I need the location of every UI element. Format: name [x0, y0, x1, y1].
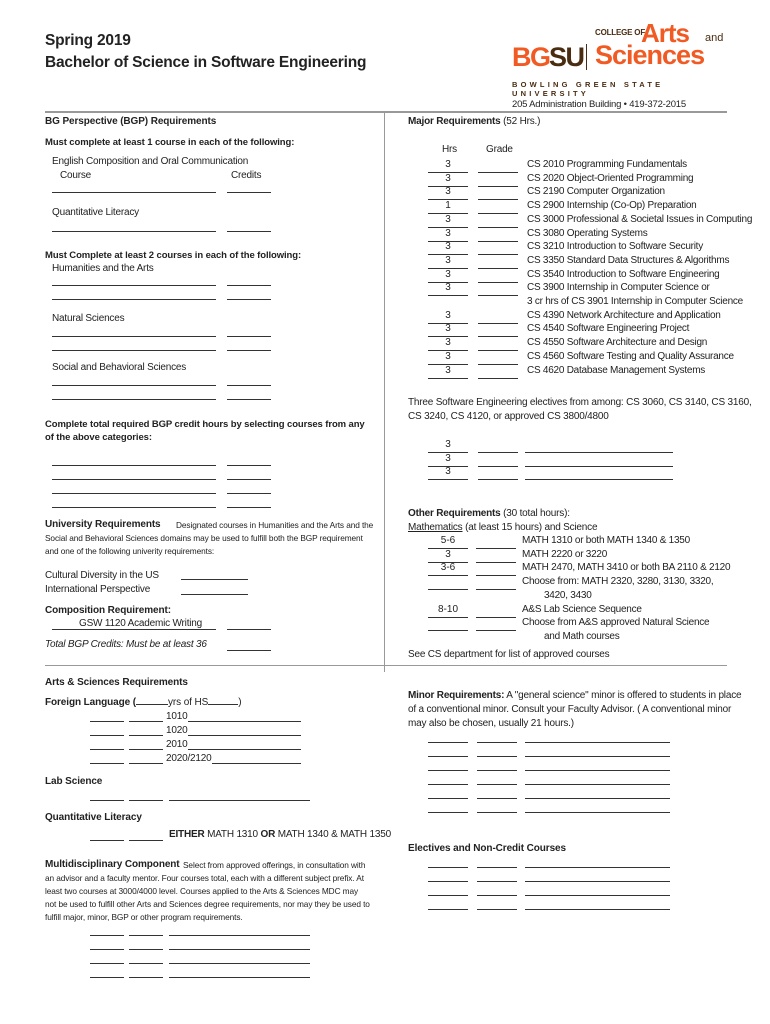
social-credits-field-2[interactable] — [227, 399, 271, 400]
minor-course-3[interactable] — [525, 770, 670, 771]
grade-field[interactable] — [476, 617, 516, 618]
lang-1020-col2[interactable] — [129, 735, 163, 736]
minor-grade-5[interactable] — [477, 798, 517, 799]
major-course-name: CS 4620 Database Management Systems — [527, 364, 706, 376]
other-math-label: Mathematics — [408, 522, 463, 533]
extra-credits-field-1[interactable] — [227, 465, 271, 466]
logo-university: BOWLING GREEN STATE UNIVERSITY — [512, 80, 664, 98]
other-name: Choose from A&S approved Natural Science — [522, 617, 710, 629]
elective-hrs-1[interactable] — [428, 867, 468, 868]
mdc-name-2[interactable] — [169, 949, 310, 950]
university-desc-2: Social and Behavioral Sciences domains may be used to fulfill both the BGP requirement — [45, 533, 363, 543]
major-course-name: CS 2020 Object-Oriented Programming — [527, 172, 694, 184]
cultural-diversity-label: Cultural Diversity in the US — [45, 570, 159, 581]
lang-1010-col1[interactable] — [90, 721, 124, 722]
university-desc-1: Designated courses in Humanities and the Arts and the — [176, 520, 374, 530]
major-course-hrs[interactable]: 3 — [445, 282, 451, 294]
major-course-hrs[interactable]: 3 — [445, 227, 451, 239]
bgp-social-label: Social and Behavioral Sciences — [52, 362, 187, 373]
major-course-hrs[interactable]: 3 — [445, 213, 451, 225]
major-course-hrs[interactable]: 3 — [445, 323, 451, 335]
elective-course-2[interactable] — [525, 881, 670, 882]
foreign-language-text: Foreign Language ( — [45, 697, 136, 708]
bgp-one-each: Must complete at least 1 course in each of the following: — [45, 137, 295, 148]
extra-course-field-3[interactable] — [52, 493, 216, 494]
english-course-field[interactable] — [52, 192, 216, 193]
gsw-credits-field[interactable] — [227, 629, 271, 630]
hrs-line — [428, 378, 468, 379]
quant-course-field[interactable] — [52, 231, 216, 232]
humanities-course-field-1[interactable] — [52, 285, 216, 286]
quant-either: EITHER — [169, 829, 205, 840]
natural-course-field-2[interactable] — [52, 350, 216, 351]
grade-field[interactable] — [478, 466, 518, 467]
international-label: International Perspective — [45, 584, 151, 595]
major-course-name: CS 2900 Internship (Co-Op) Preparation — [527, 200, 697, 212]
grade-field[interactable] — [478, 378, 518, 379]
extra-credits-field-2[interactable] — [227, 479, 271, 480]
elective-hrs[interactable]: 3 — [445, 439, 451, 450]
other-name: and Math courses — [544, 630, 620, 642]
extra-course-field-4[interactable] — [52, 507, 216, 508]
lang-1010: 1010 — [166, 711, 188, 722]
elective-grade-4[interactable] — [477, 909, 517, 910]
mdc-col1-1[interactable] — [90, 935, 124, 936]
lang-1010-col2[interactable] — [129, 721, 163, 722]
page-title-term: Spring 2019 — [45, 32, 131, 49]
elective-grade-1[interactable] — [477, 867, 517, 868]
hrs-line — [428, 575, 468, 576]
see-cs-department: See CS department for list of approved courses — [408, 649, 610, 660]
logo-and: and — [705, 32, 724, 44]
bgp-heading: BG Perspective (BGP) Requirements — [45, 116, 217, 127]
international-field[interactable] — [181, 594, 248, 595]
bgp-natural-label: Natural Sciences — [52, 313, 125, 324]
natural-credits-field-2[interactable] — [227, 350, 271, 351]
major-course-hrs[interactable]: 3 — [445, 268, 451, 280]
logo-sciences: Sciences — [595, 40, 705, 70]
elective-course-field[interactable] — [525, 466, 673, 467]
yrs-hs-input[interactable] — [136, 704, 168, 705]
logo-arts: Arts — [641, 18, 690, 48]
major-course-name: CS 3900 Internship in Computer Science or — [527, 282, 710, 294]
elective-course-field[interactable] — [525, 452, 673, 453]
quant-heading: Quantitative Literacy — [45, 812, 142, 823]
major-course-name: CS 3000 Professional & Societal Issues in Computing — [527, 213, 753, 225]
bgp-english-label: English Composition and Oral Communication — [52, 156, 249, 167]
elective-hrs-3[interactable] — [428, 895, 468, 896]
mdc-desc-2: an advisor and a faculty mentor. Four courses total, each with a different subject prefix. At — [45, 873, 364, 883]
top-divider — [45, 111, 727, 113]
other-hrs[interactable]: 8-10 — [437, 603, 458, 615]
minor-text-2: of a conventional minor. Consult your Faculty Advisor. ( A conventional minor — [408, 704, 732, 715]
grade-field[interactable] — [476, 589, 516, 590]
lang-2020-col1[interactable] — [90, 763, 124, 764]
major-course-hrs[interactable]: 3 — [445, 241, 451, 253]
minor-course-1[interactable] — [525, 742, 670, 743]
minor-course-2[interactable] — [525, 756, 670, 757]
hrs-line — [428, 479, 468, 480]
composition-heading: Composition Requirement: — [45, 605, 171, 616]
bgp-humanities-label: Humanities and the Arts — [52, 263, 154, 274]
minor-grade-2[interactable] — [477, 756, 517, 757]
major-course-name: CS 2010 Programming Fundamentals — [527, 159, 687, 170]
elective-course-field[interactable] — [525, 479, 673, 480]
grade-field[interactable] — [478, 282, 518, 283]
major-course-list — [428, 159, 753, 389]
mdc-name-3[interactable] — [169, 963, 310, 964]
lang-2020-name[interactable] — [212, 763, 301, 764]
grade-field[interactable] — [478, 213, 518, 214]
grade-field[interactable] — [478, 254, 518, 255]
quant-math-1310: MATH 1310 — [207, 829, 258, 840]
bgp-course-label: Course — [60, 170, 92, 181]
major-heading — [408, 116, 540, 127]
college-logo — [500, 18, 730, 98]
humanities-credits-field-1[interactable] — [227, 285, 271, 286]
grade-field[interactable] — [476, 575, 516, 576]
extra-course-field-1[interactable] — [52, 465, 216, 466]
grade-field[interactable] — [478, 336, 518, 337]
minor-hrs-2[interactable] — [428, 756, 468, 757]
major-course-hrs[interactable]: 3 — [445, 186, 451, 198]
lang-1020-name[interactable] — [188, 735, 301, 736]
grade-field[interactable] — [478, 241, 518, 242]
lang-2010-col2[interactable] — [129, 749, 163, 750]
arts-sciences-heading: Arts & Sciences Requirements — [45, 677, 188, 688]
grade-field[interactable] — [478, 172, 518, 173]
social-credits-field-1[interactable] — [227, 385, 271, 386]
minor-hrs-3[interactable] — [428, 770, 468, 771]
university-desc-3: and one of the following univerity requirements: — [45, 546, 215, 556]
bgp-quant-label: Quantitative Literacy — [52, 207, 139, 218]
extra-course-field-2[interactable] — [52, 479, 216, 480]
column-divider — [384, 112, 385, 672]
minor-text-1: A "general science" minor is offered to students in place — [506, 690, 742, 701]
cultural-diversity-field[interactable] — [181, 579, 248, 580]
lab-science-col2[interactable] — [129, 800, 163, 801]
grade-field[interactable] — [478, 350, 518, 351]
quant-math-1340: MATH 1340 & MATH 1350 — [277, 829, 391, 840]
major-course-name: CS 3210 Introduction to Software Security — [527, 241, 703, 253]
grade-field[interactable] — [478, 452, 518, 453]
grade-field[interactable] — [478, 295, 518, 296]
lab-science-col1[interactable] — [90, 800, 124, 801]
english-credits-field[interactable] — [227, 192, 271, 193]
minor-heading: Minor Requirements: — [408, 690, 505, 701]
electives-text-2: CS 3240, CS 4120, or approved CS 3800/4800 — [408, 411, 609, 422]
grade-field[interactable] — [478, 227, 518, 228]
other-math-rest: (at least 15 hours) and Science — [465, 522, 598, 533]
gsw-course-line — [52, 629, 216, 630]
logo-bg-text: BG — [512, 42, 550, 72]
grade-field[interactable] — [476, 562, 516, 563]
mdc-col2-1[interactable] — [129, 935, 163, 936]
elective-hrs-4[interactable] — [428, 909, 468, 910]
grade-field[interactable] — [478, 364, 518, 365]
major-col-hrs: Hrs — [442, 144, 457, 155]
mdc-desc-1: Select from approved offerings, in consultation with — [183, 860, 366, 870]
major-course-hrs[interactable]: 3 — [445, 350, 451, 362]
mdc-heading: Multidisciplinary Component — [45, 859, 180, 870]
major-course-hrs[interactable]: 3 — [445, 159, 451, 170]
minor-text-line-1 — [408, 690, 741, 701]
foreign-language-label — [45, 697, 241, 708]
lang-1020-col1[interactable] — [90, 735, 124, 736]
bgp-complete-total-1: Complete total required BGP credit hours by selecting courses from any — [45, 419, 365, 430]
university-heading: University Requirements — [45, 519, 161, 530]
total-bgp-credits: Total BGP Credits: Must be at least 36 — [45, 639, 207, 650]
yrs-hs-text: yrs of HS — [167, 697, 209, 708]
other-math-line — [408, 522, 597, 533]
mdc-col1-3[interactable] — [90, 963, 124, 964]
lab-science-heading: Lab Science — [45, 776, 103, 787]
mdc-col1-4[interactable] — [90, 977, 124, 978]
mdc-desc-3: least two courses at 3000/4000 level. Courses applied to the Arts & Sciences MDC may — [45, 886, 359, 896]
grade-field[interactable] — [478, 323, 518, 324]
quant-col1[interactable] — [90, 840, 124, 841]
lab-science-name[interactable] — [169, 800, 310, 801]
minor-hrs-5[interactable] — [428, 798, 468, 799]
major-course-name: CS 4540 Software Engineering Project — [527, 323, 690, 335]
elective-course-1[interactable] — [525, 867, 670, 868]
other-hrs[interactable]: 5-6 — [440, 535, 456, 546]
electives-text-1: Three Software Engineering electives from among: CS 3060, CS 3140, CS 3160, — [408, 397, 752, 408]
other-name: Choose from: MATH 2320, 3280, 3130, 3320, — [522, 576, 714, 588]
extra-credits-field-3[interactable] — [227, 493, 271, 494]
minor-course-5[interactable] — [525, 798, 670, 799]
major-course-name: 3 cr hrs of CS 3901 Internship in Computer Science — [527, 296, 743, 307]
elective-rows — [428, 439, 678, 481]
minor-course-4[interactable] — [525, 784, 670, 785]
electives-heading: Electives and Non-Credit Courses — [408, 843, 566, 854]
elective-hrs-2[interactable] — [428, 881, 468, 882]
other-name: MATH 2470, MATH 3410 or both BA 2110 & 2120 — [522, 562, 731, 574]
major-col-grade: Grade — [486, 144, 513, 155]
grade-field[interactable] — [478, 479, 518, 480]
gsw-course: GSW 1120 Academic Writing — [79, 618, 203, 629]
major-course-hrs[interactable]: 3 — [445, 172, 451, 184]
major-course-name: CS 3080 Operating Systems — [527, 227, 648, 239]
natural-credits-field-1[interactable] — [227, 336, 271, 337]
contact-address: 205 Administration Building • 419-372-2015 — [512, 99, 686, 110]
mdc-col2-3[interactable] — [129, 963, 163, 964]
other-name: MATH 1310 or both MATH 1340 & 1350 — [522, 535, 690, 546]
elective-hrs[interactable]: 3 — [445, 452, 451, 464]
other-name: 3420, 3430 — [544, 589, 592, 601]
grade-field[interactable] — [478, 186, 518, 187]
logo-college-of: COLLEGE OF — [595, 28, 646, 37]
grade-field[interactable] — [476, 630, 516, 631]
major-course-hrs[interactable]: 1 — [445, 200, 451, 212]
close-paren: ) — [238, 697, 242, 708]
mdc-col1-2[interactable] — [90, 949, 124, 950]
major-course-hrs[interactable]: 3 — [445, 254, 451, 266]
mdc-desc-4: not be used to fulfill other Arts and Sciences degree requirements, nor may they be used to — [45, 899, 370, 909]
grade-field[interactable] — [478, 268, 518, 269]
quant-col2[interactable] — [129, 840, 163, 841]
minor-hrs-6[interactable] — [428, 812, 468, 813]
other-heading — [408, 508, 570, 519]
minor-grade-3[interactable] — [477, 770, 517, 771]
minor-text-3: may also be chosen, usually 21 hours.) — [408, 718, 574, 729]
bgp-two-each: Must Complete at least 2 courses in each of the following: — [45, 250, 302, 261]
other-heading-text: Other Requirements — [408, 508, 501, 519]
grade-field[interactable] — [478, 199, 518, 200]
mdc-name-1[interactable] — [169, 935, 310, 936]
major-course-hrs[interactable]: 3 — [445, 337, 451, 349]
lang-1010-name[interactable] — [188, 721, 301, 722]
elective-hrs[interactable]: 3 — [445, 466, 451, 478]
elective-grade-3[interactable] — [477, 895, 517, 896]
minor-grade-4[interactable] — [477, 784, 517, 785]
minor-grade-1[interactable] — [477, 742, 517, 743]
logo-su-text: SU — [549, 42, 584, 72]
major-course-name: CS 3350 Standard Data Structures & Algorithms — [527, 254, 730, 266]
social-course-field-1[interactable] — [52, 385, 216, 386]
humanities-credits-field-2[interactable] — [227, 299, 271, 300]
page-title-program: Bachelor of Science in Software Engineering — [45, 54, 367, 71]
mdc-desc-5: fulfill major, minor, BGP or other program requirements. — [45, 912, 243, 922]
mdc-col2-4[interactable] — [129, 977, 163, 978]
major-course-name: CS 4390 Network Architecture and Application — [527, 309, 721, 321]
hrs-line — [428, 617, 468, 618]
minor-hrs-1[interactable] — [428, 742, 468, 743]
lang-2010: 2010 — [166, 739, 188, 750]
hrs-line — [428, 295, 468, 296]
lang-2020-col2[interactable] — [129, 763, 163, 764]
quant-credits-field[interactable] — [227, 231, 271, 232]
mdc-col2-2[interactable] — [129, 949, 163, 950]
mid-divider — [45, 665, 727, 666]
other-rows — [428, 535, 748, 650]
elective-course-3[interactable] — [525, 895, 670, 896]
quant-options — [169, 829, 391, 840]
social-course-field-2[interactable] — [52, 399, 216, 400]
lang-2010-name[interactable] — [188, 749, 301, 750]
major-course-name: CS 3540 Introduction to Software Engineering — [527, 268, 720, 280]
hrs-line[interactable] — [428, 630, 468, 631]
lang-2010-col1[interactable] — [90, 749, 124, 750]
major-course-name: CS 4560 Software Testing and Quality Assurance — [527, 350, 734, 362]
lang-1020: 1020 — [166, 725, 188, 736]
minor-course-6[interactable] — [525, 812, 670, 813]
major-course-name: CS 2190 Computer Organization — [527, 186, 665, 198]
logo-divider — [586, 44, 587, 70]
total-bgp-field[interactable] — [227, 650, 271, 651]
major-course-hrs[interactable]: 3 — [445, 309, 451, 321]
natural-course-field-1[interactable] — [52, 336, 216, 337]
major-course-name: CS 4550 Software Architecture and Design — [527, 337, 708, 349]
elective-grade-2[interactable] — [477, 881, 517, 882]
major-course-hrs[interactable]: 3 — [445, 364, 451, 376]
minor-grade-6[interactable] — [477, 812, 517, 813]
lang-2020: 2020/2120 — [166, 753, 212, 764]
extra-credits-field-4[interactable] — [227, 507, 271, 508]
other-hrs[interactable]: 3 — [445, 548, 451, 560]
major-heading-text: Major Requirements — [408, 116, 501, 127]
other-name: MATH 2220 or 3220 — [522, 548, 608, 560]
grade-field[interactable] — [476, 548, 516, 549]
mdc-name-4[interactable] — [169, 977, 310, 978]
elective-course-4[interactable] — [525, 909, 670, 910]
minor-hrs-4[interactable] — [428, 784, 468, 785]
yrs-hs-count-input[interactable] — [208, 704, 238, 705]
other-hours: (30 total hours): — [503, 508, 570, 519]
humanities-course-field-2[interactable] — [52, 299, 216, 300]
major-hours: (52 Hrs.) — [503, 116, 541, 127]
hrs-line[interactable] — [428, 589, 468, 590]
bgp-complete-total-2: of the above categories: — [45, 432, 152, 443]
other-hrs[interactable]: 3-6 — [440, 562, 456, 574]
quant-or: OR — [260, 829, 276, 840]
other-name: A&S Lab Science Sequence — [522, 603, 642, 615]
bgp-credits-label: Credits — [231, 170, 262, 181]
